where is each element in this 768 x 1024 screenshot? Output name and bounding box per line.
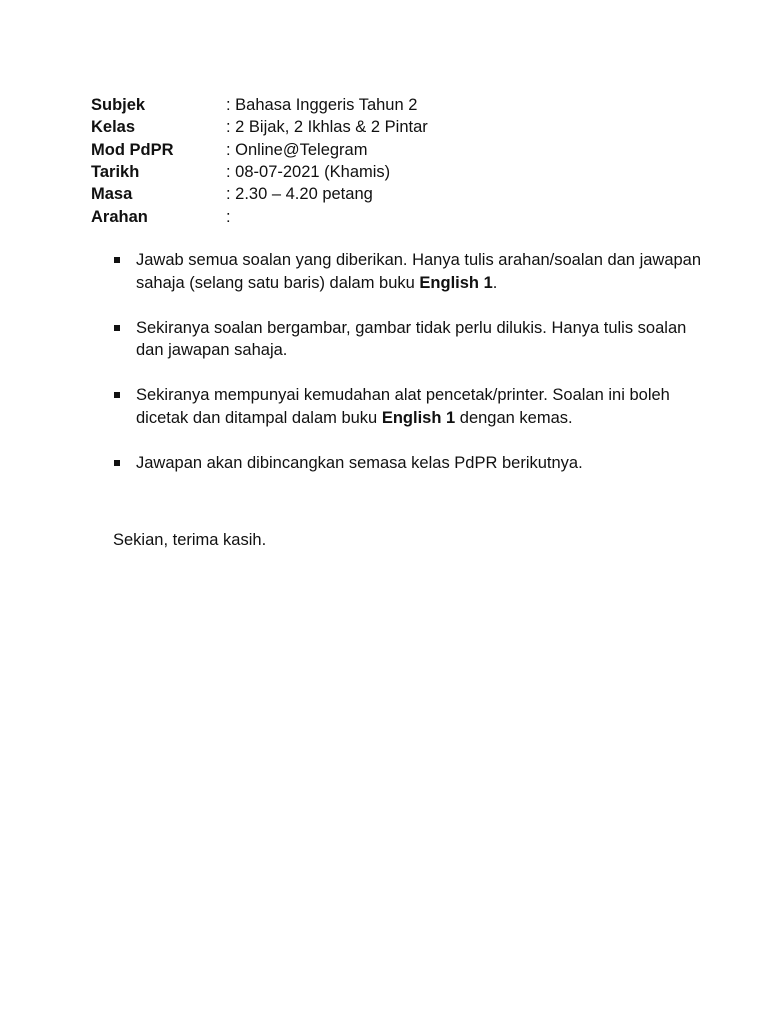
instruction-bold-text: English 1 [419,273,493,292]
instruction-bold-text: English 1 [381,408,456,427]
instruction-item [112,249,702,294]
info-row-arahan [91,205,428,227]
instruction-tail: . [492,273,498,292]
instruction-item [112,317,702,362]
instruction-text: Sekiranya soalan bergambar, gambar tidak perlu dilukis. Hanya tulis soalan dan jawapan sahaja. [136,318,687,359]
info-label: Masa [91,185,133,204]
info-row-kelas [91,116,428,138]
info-label: Subjek [91,96,146,115]
info-value: : Bahasa Inggeris Tahun 2 [226,96,418,115]
square-bullet-icon [114,392,120,398]
info-value: : Online@Telegram [226,140,368,159]
info-label: Mod PdPR [91,140,174,159]
info-value: : 2 Bijak, 2 Ikhlas & 2 Pintar [226,118,428,137]
instruction-tail: dengan kemas. [455,408,573,427]
instruction-list [112,249,702,474]
info-label: Tarikh [91,163,140,182]
info-value: : [226,207,231,226]
info-row-subjek [91,94,428,116]
closing-text: Sekian, terima kasih. [113,531,267,549]
info-value: : 08-07-2021 (Khamis) [226,163,391,182]
info-table [91,94,428,228]
info-value: : 2.30 – 4.20 petang [226,185,373,204]
info-row-tarikh [91,161,428,183]
instruction-item [112,384,702,429]
instruction-item [112,452,702,475]
instruction-text: Jawapan akan dibincangkan semasa kelas PdPR berikutnya. [136,453,583,472]
square-bullet-icon [114,325,120,331]
info-row-masa [91,183,428,205]
square-bullet-icon [114,257,120,263]
square-bullet-icon [114,460,120,466]
instruction-text: Sekiranya mempunyai kemudahan alat pencetak/printer. Soalan ini boleh dicetak dan ditampal dalam buku [136,386,670,427]
info-label: Kelas [91,118,136,137]
instruction-text: Jawab semua soalan yang diberikan. Hanya tulis arahan/soalan dan jawapan sahaja (selang satu baris) dalam buku [136,251,702,292]
info-label: Arahan [91,207,148,226]
info-row-mod-pdpr [91,139,428,161]
